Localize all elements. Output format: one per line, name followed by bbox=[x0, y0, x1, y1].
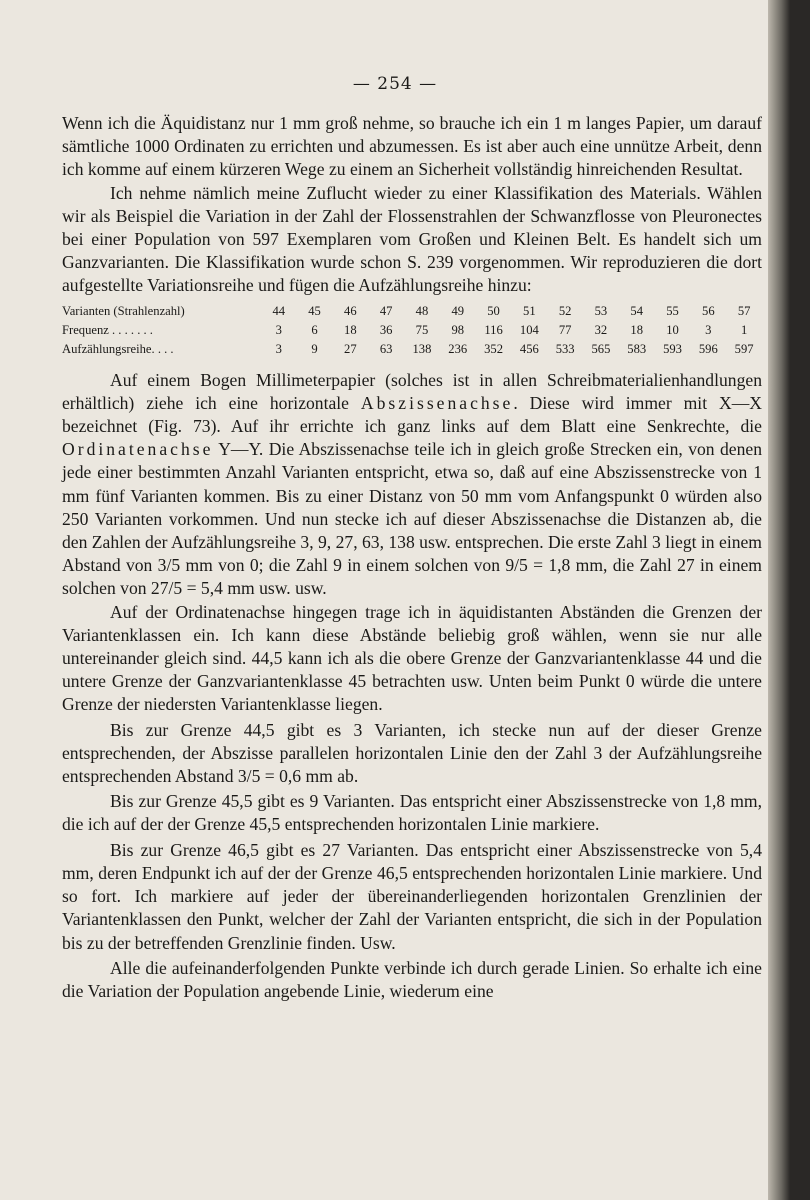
table-cell: 52 bbox=[558, 303, 572, 318]
table-cell: 352 bbox=[484, 341, 503, 356]
row-label: Frequenz . . . . . . . bbox=[62, 322, 153, 337]
table-cell: 44 bbox=[272, 303, 286, 318]
table-cell: 533 bbox=[555, 341, 575, 356]
paragraph: Ich nehme nämlich meine Zuflucht wieder zu einer Klassifikation des Materials. Wählen wir als Beispiel die Variation in der Zahl der Flossenstrahlen der Schwanzflosse von Pleuronectes bei einer Population von 597 Exemplaren vom Großen und Kleinen Belt. Es handelt sich um Ganzvarianten. Die Klassifikation wurde schon S. 239 vorgenommen. Wir reproduzieren die dort aufgestellte Variationsreihe und fügen die Aufzählungsreihe hinzu: bbox=[62, 182, 762, 296]
variation-table bbox=[62, 302, 762, 359]
row-label: Varianten (Strahlenzahl) bbox=[62, 303, 185, 318]
table-cell: 104 bbox=[519, 322, 539, 337]
paragraph: Alle die aufeinanderfolgenden Punkte verbinde ich durch gerade Linien. So erhalte ich eine die Variation der Population angebende Linie, wiederum eine bbox=[62, 957, 762, 1001]
table-cell: 54 bbox=[630, 303, 644, 318]
body-text bbox=[62, 112, 762, 1003]
table-cell: 49 bbox=[451, 303, 465, 318]
term-abszissenachse: Abszissenachse bbox=[360, 392, 514, 413]
table-cell: 75 bbox=[415, 322, 429, 337]
paragraph-text: Auf einem Bogen Millimeterpapier (solches ist in allen Schreibmaterialienhandlungen erhältlich) ziehe ich eine horizontale bbox=[62, 369, 762, 413]
table-cell: 456 bbox=[519, 341, 539, 356]
table-cell: 6 bbox=[311, 322, 318, 337]
table-cell: 77 bbox=[558, 322, 572, 337]
paragraph: Wenn ich die Äquidistanz nur 1 mm groß nehme, so brauche ich ein 1 m langes Papier, um darauf sämtliche 1000 Ordinaten zu errichten und abzumessen. Es ist aber auch eine unnütze Arbeit, denn ich komme auf einem kürzeren Wege zu einem an Sicherheit vollständig hinreichenden Resultat. bbox=[62, 113, 762, 180]
table-cell: 48 bbox=[415, 303, 429, 318]
table-cell: 10 bbox=[666, 322, 679, 337]
page-number: — 254 — bbox=[352, 74, 438, 94]
table-cell: 45 bbox=[308, 303, 321, 318]
table-row bbox=[62, 302, 762, 321]
table-cell: 565 bbox=[591, 341, 611, 356]
table-cell: 32 bbox=[594, 322, 608, 337]
table-cell: 593 bbox=[663, 341, 682, 356]
table-cell: 597 bbox=[734, 341, 754, 356]
table-cell: 18 bbox=[630, 322, 644, 337]
table-cell: 596 bbox=[698, 341, 718, 356]
table-cell: 98 bbox=[451, 322, 465, 337]
table-cell: 116 bbox=[484, 322, 503, 337]
table-cell: 63 bbox=[379, 341, 393, 356]
table-cell: 3 bbox=[275, 322, 282, 337]
table-cell: 36 bbox=[379, 322, 393, 337]
table-cell: 9 bbox=[311, 341, 318, 356]
table-row bbox=[62, 340, 762, 359]
term-ordinatenachse: Ordinatenachse bbox=[62, 439, 214, 460]
paragraph: Bis zur Grenze 46,5 gibt es 27 Varianten. Das entspricht einer Abszissenstrecke von 5,4 mm, deren Endpunkt ich auf der der Grenze 46,5 entsprechenden horizontalen Linie markiere. Und so fort. Ich markiere auf jeder der übereinanderliegenden horizontalen Grenzlinien der Variantenklassen den Punkt, welcher der Zahl der Varianten entspricht, die sich in der Population bis zu der betreffenden Grenzlinie finden. Usw. bbox=[62, 839, 762, 953]
table-cell: 236 bbox=[448, 341, 468, 356]
paragraph-text: Y—Y. Die Abszissenachse teile ich in gleich große Strecken ein, von denen jede einer bestimmten Anzahl Varianten entspricht, etwa so, daß auf eine Abszissenstrecke von 1 mm fünf Varianten kommen. Bis zu einer Distanz von 50 mm vom Anfangspunkt 0 würden also 250 Varianten vorkommen. Und nun stecke ich auf dieser Abszissenachse die Distanzen ab, die den Zahlen der Aufzählungsreihe 3, 9, 27, 63, 138 usw. entsprechen. Die erste Zahl 3 liegt in einem Abstand von 3/5 mm von 0; die Zahl 9 in einem solchen von 9/5 = 1,8 mm, die Zahl 27 in einem solchen von 27/5 = 5,4 mm usw. usw. bbox=[62, 439, 763, 599]
table-cell: 1 bbox=[740, 322, 748, 337]
table-cell: 27 bbox=[344, 341, 357, 356]
table-cell: 18 bbox=[344, 322, 357, 337]
table-cell: 583 bbox=[627, 341, 647, 356]
row-label: Aufzählungsreihe. . . . bbox=[62, 341, 174, 356]
table-cell: 3 bbox=[705, 322, 712, 337]
table-cell: 55 bbox=[666, 303, 679, 318]
page-edge-shadow bbox=[768, 0, 790, 1200]
paragraph bbox=[62, 369, 762, 601]
paragraph-text: . Diese wird immer mit X—X bezeichnet (Fig. 73). Auf ihr errichte ich ganz links auf dem Blatt eine Senkrechte, die bbox=[62, 392, 763, 437]
paragraph: Bis zur Grenze 45,5 gibt es 9 Varianten. Das entspricht einer Abszissenstrecke von 1,8 mm, die ich auf der der Grenze 45,5 entsprechenden horizontalen Linie markiere. bbox=[62, 791, 762, 835]
table-cell: 46 bbox=[344, 303, 357, 318]
paragraph: Auf der Ordinatenachse hingegen trage ich in äquidistanten Abständen die Grenzen der Variantenklassen ein. Ich kann diese Abstände beliebig groß wählen, wenn sie nur alle untereinander gleich sind. 44,5 kann ich als die obere Grenze der Ganzvariantenklasse 44 und die untere Grenze der Ganzvariantenklasse 45 betrachten usw. Unten beim Punkt 0 würde die untere Grenze der niedersten Variantenklasse liegen. bbox=[62, 601, 762, 715]
table-cell: 138 bbox=[412, 341, 432, 356]
paragraph: Bis zur Grenze 44,5 gibt es 3 Varianten, ich stecke nun auf der dieser Grenze entsprechenden, der Abszisse parallelen horizontalen Linie den der Zahl 3 der Aufzählungsreihe entsprechenden Abstand 3/5 = 0,6 mm ab. bbox=[62, 719, 762, 787]
table-cell: 56 bbox=[702, 303, 715, 318]
table-cell: 47 bbox=[379, 303, 393, 318]
table-cell: 53 bbox=[594, 303, 608, 318]
table-cell: 57 bbox=[737, 303, 751, 318]
table-cell: 50 bbox=[487, 303, 500, 318]
table-cell: 3 bbox=[275, 341, 282, 356]
table-cell: 51 bbox=[523, 303, 536, 318]
table-row bbox=[62, 321, 762, 340]
